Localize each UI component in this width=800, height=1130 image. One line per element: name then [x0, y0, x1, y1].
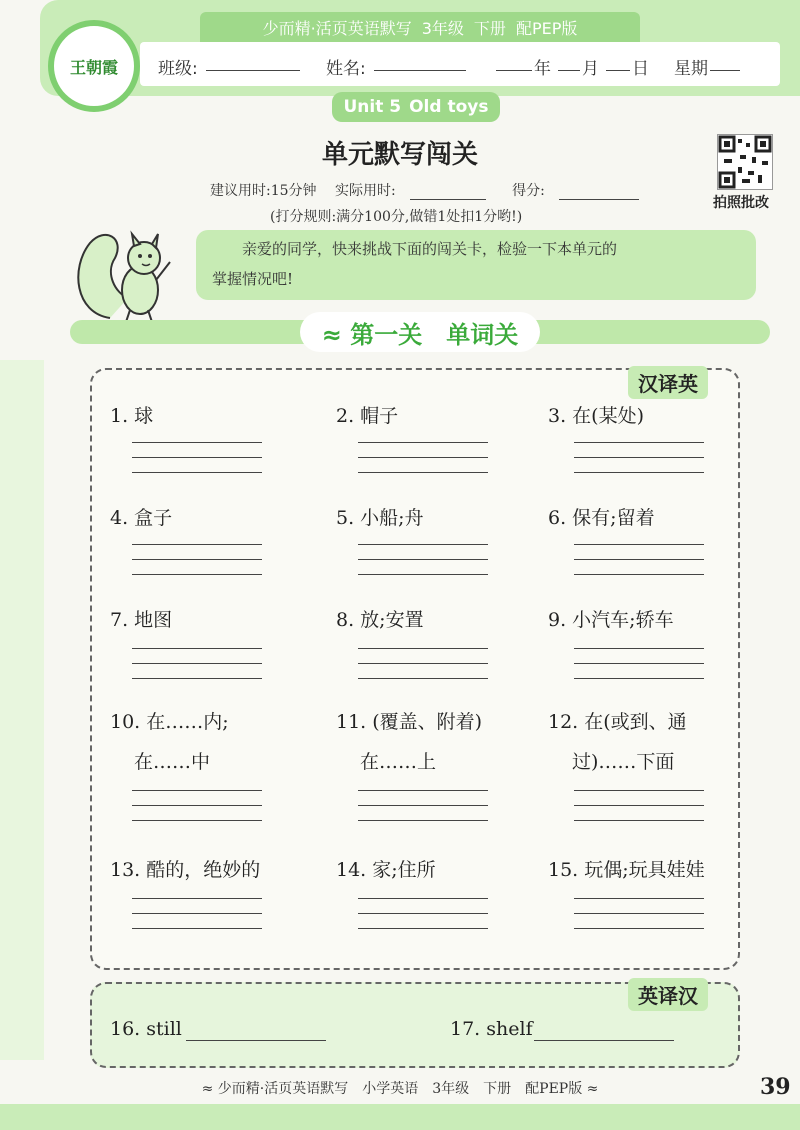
brand-logo [48, 20, 140, 112]
word-item-12-line-1: 12. 在(或到、通 [548, 711, 687, 733]
series-line [200, 12, 640, 42]
intro-bubble [196, 230, 756, 300]
word-item-9: 9. 小汽车;轿车 [548, 609, 674, 631]
answer-lines-10[interactable] [132, 790, 262, 835]
page-title: 单元默写闯关 [321, 140, 478, 170]
series-name: 少而精·活页英语默写 [262, 18, 412, 38]
answer-line-17[interactable] [534, 1040, 674, 1041]
word-item-5: 5. 小船;舟 [336, 507, 424, 529]
answer-lines-7[interactable] [132, 648, 262, 693]
class-field[interactable] [206, 54, 300, 71]
word-item-10-line-2: 在……中 [134, 751, 211, 773]
name-field[interactable] [374, 54, 466, 71]
answer-lines-1[interactable] [132, 442, 262, 487]
answer-line-16[interactable] [186, 1040, 326, 1041]
word-item-11 [336, 702, 482, 782]
word-item-10 [110, 702, 229, 782]
footer-text: ≈ 少而精·活页英语默写 小学英语 3年级 下册 配PEP版 ≈ [201, 1081, 599, 1097]
answer-lines-2[interactable] [358, 442, 488, 487]
unit-number: Unit 5 [343, 97, 402, 117]
answer-lines-8[interactable] [358, 648, 488, 693]
series-grade: 3年级 [421, 18, 464, 38]
month-field[interactable] [558, 54, 580, 71]
score-label: 得分: [512, 183, 545, 199]
score-field[interactable] [559, 183, 639, 200]
page-number: 39 [760, 1074, 791, 1100]
word-item-3: 3. 在(某处) [548, 405, 644, 427]
unit-title: Old toys [409, 97, 489, 117]
section-title: ≈ 第一关 单词关 [300, 312, 540, 352]
word-item-15: 15. 玩偶;玩具娃娃 [548, 859, 705, 881]
intro-line-2: 掌握情况吧! [212, 270, 294, 288]
student-info-row [140, 42, 780, 86]
word-item-4: 4. 盒子 [110, 507, 173, 529]
series-edition: 配PEP版 [515, 18, 578, 38]
bottom-band [0, 1104, 800, 1130]
answer-lines-14[interactable] [358, 898, 488, 943]
word-item-12-line-2: 过)……下面 [572, 751, 675, 773]
day-label: 日 [632, 59, 649, 79]
year-label: 年 [534, 59, 551, 79]
word-item-8: 8. 放;安置 [336, 609, 424, 631]
qr-code-icon[interactable] [717, 134, 773, 190]
day-field[interactable] [606, 54, 630, 71]
answer-lines-6[interactable] [574, 544, 704, 589]
class-label: 班级: [158, 59, 198, 79]
answer-lines-3[interactable] [574, 442, 704, 487]
weekday-label: 星期 [674, 59, 708, 79]
answer-lines-5[interactable] [358, 544, 488, 589]
word-item-2: 2. 帽子 [336, 405, 399, 427]
year-field[interactable] [496, 54, 532, 71]
word-item-10-line-1: 10. 在……内; [110, 711, 229, 733]
qr-label: 拍照批改 [713, 195, 769, 211]
series-volume: 下册 [473, 18, 506, 38]
en-to-cn-tag: 英译汉 [628, 978, 708, 1011]
word-item-6: 6. 保有;留着 [548, 507, 655, 529]
intro-line-1: 亲爱的同学，快来挑战下面的闯关卡，检验一下本单元的 [242, 240, 618, 258]
word-item-16: 16. still [110, 1018, 182, 1040]
word-item-14: 14. 家;住所 [336, 859, 436, 881]
word-item-1: 1. 球 [110, 405, 154, 427]
unit-tab [332, 92, 500, 122]
actual-time-field[interactable] [410, 183, 486, 200]
answer-lines-11[interactable] [358, 790, 488, 835]
answer-lines-12[interactable] [574, 790, 704, 835]
logo-text: 王朝霞 [69, 57, 118, 77]
word-item-12 [548, 702, 687, 782]
word-item-11-line-2: 在……上 [360, 751, 437, 773]
name-label: 姓名: [326, 59, 366, 79]
word-item-7: 7. 地图 [110, 609, 173, 631]
time-row [210, 180, 653, 200]
weekday-field[interactable] [710, 54, 740, 71]
word-item-17: 17. shelf [450, 1018, 533, 1040]
answer-lines-13[interactable] [132, 898, 262, 943]
actual-time-label: 实际用时: [334, 183, 396, 199]
suggested-time: 建议用时:15分钟 [210, 183, 317, 199]
scoring-rule: (打分规则:满分100分,做错1处扣1分哟!) [270, 209, 523, 225]
answer-lines-9[interactable] [574, 648, 704, 693]
month-label: 月 [582, 59, 599, 79]
word-item-13: 13. 酷的，绝妙的 [110, 859, 261, 881]
squirrel-illustration-icon [70, 218, 180, 330]
answer-lines-4[interactable] [132, 544, 262, 589]
word-item-11-line-1: 11. (覆盖、附着) [336, 711, 483, 733]
cn-to-en-tag: 汉译英 [628, 366, 708, 399]
left-spine [0, 360, 44, 1060]
answer-lines-15[interactable] [574, 898, 704, 943]
